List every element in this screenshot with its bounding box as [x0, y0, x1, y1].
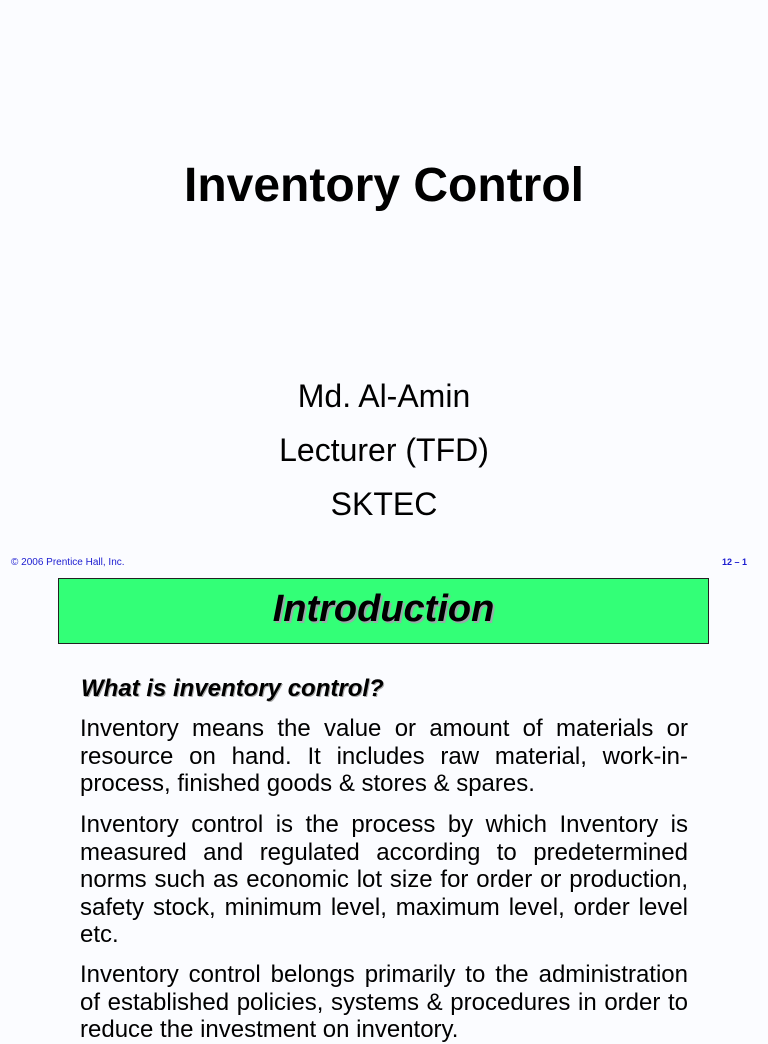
author-name: Md. Al-Amin — [297, 378, 471, 414]
author-institution: SKTEC — [330, 486, 438, 522]
deck-title: Inventory Control — [183, 159, 584, 212]
intro-title-box — [58, 578, 709, 644]
footer-page-number: 12 – 1 — [721, 557, 747, 567]
paragraph-inventory-definition: Inventory means the value or amount of materials or resource on hand. It includes raw material, work-in-process, finished goods & stores & spares. — [80, 715, 688, 797]
author-block — [0, 369, 768, 531]
footer-copyright: © 2006 Prentice Hall, Inc. — [11, 557, 125, 568]
paragraph-inventory-control-definition: Inventory control is the process by which Inventory is measured and regulated according to predetermined norms such as economic lot size for order or production, safety stock, minimum level, maximum level, order level etc. — [80, 811, 688, 948]
author-role: Lecturer (TFD) — [279, 432, 489, 468]
intro-question: What is inventory control? — [81, 675, 384, 702]
intro-slide — [0, 575, 768, 1043]
paragraph-inventory-control-administration: Inventory control belongs primarily to the administration of established policies, systems & procedures in order to reduce the investment on inventory. — [80, 961, 688, 1043]
intro-title: Introduction — [272, 588, 495, 630]
